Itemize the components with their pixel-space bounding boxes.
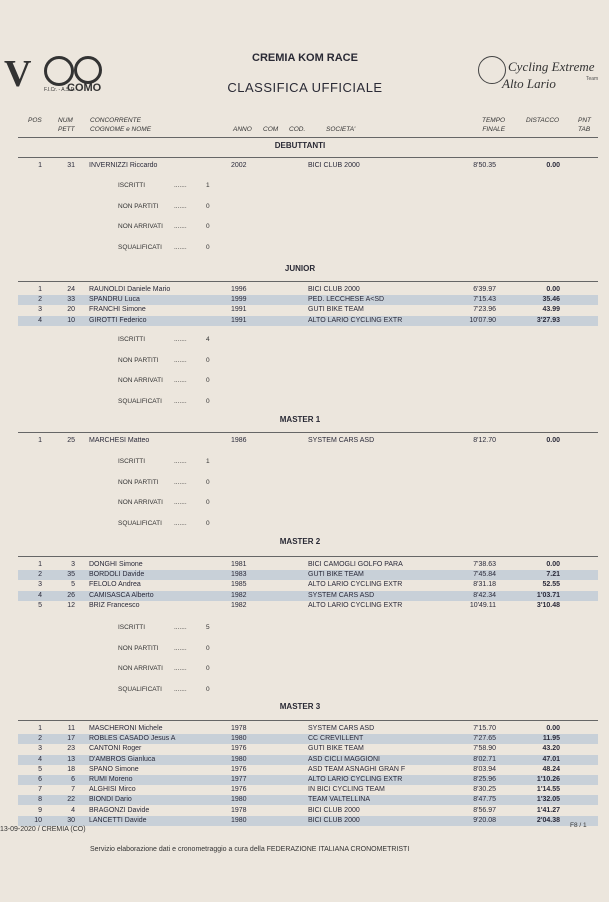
result-num: 22 — [67, 796, 75, 804]
stat-value: 0 — [206, 356, 210, 364]
result-societa: ALTO LARIO CYCLING EXTR — [308, 601, 403, 609]
stat-value: 4 — [206, 336, 210, 343]
stat-leader-dots: ....... — [174, 202, 187, 210]
stat-label: NON ARRIVATI — [118, 499, 163, 506]
result-distacco: 0.00 — [546, 725, 560, 732]
stat-label: ISCRITTI — [118, 336, 146, 343]
result-row — [18, 724, 598, 734]
col-distacco: DISTACCO — [526, 117, 560, 124]
result-anno: 1977 — [231, 776, 247, 783]
result-societa: ASD CICLI MAGGIONI — [308, 755, 380, 763]
result-tempo: 7'23.96 — [473, 306, 496, 314]
result-distacco: 35.46 — [542, 296, 560, 304]
col-concorrente-line1: CONCORRENTE — [90, 117, 141, 124]
result-anno: 1980 — [231, 755, 247, 763]
result-anno: 1980 — [231, 796, 247, 804]
result-num: 10 — [67, 316, 75, 324]
result-tempo: 8'03.94 — [473, 765, 496, 773]
category-rule — [18, 556, 598, 557]
col-pos: POS — [28, 117, 42, 124]
result-pos: 10 — [34, 816, 42, 824]
result-num: 30 — [67, 816, 75, 824]
result-name: BORDOLI Davide — [89, 571, 145, 579]
result-name: INVERNIZZI Riccardo — [89, 162, 158, 169]
stat-value: 0 — [206, 243, 210, 251]
stat-label: NON PARTITI — [118, 478, 159, 486]
stat-label: ISCRITTI — [118, 182, 146, 189]
result-societa: GUTI BIKE TEAM — [308, 306, 364, 314]
result-pos: 7 — [38, 786, 42, 794]
ficr-v-mark: V — [4, 53, 32, 95]
result-name: CAMISASCA Alberto — [89, 591, 154, 599]
result-pos: 3 — [38, 306, 42, 314]
event-title: CREMIA KOM RACE — [252, 52, 358, 64]
result-anno: 1978 — [231, 806, 247, 814]
result-row — [18, 806, 598, 816]
result-name: BIONDI Dario — [89, 796, 132, 804]
stat-label: NON ARRIVATI — [118, 377, 163, 384]
result-name: FRANCHI Simone — [89, 306, 146, 314]
result-tempo: 8'02.71 — [473, 755, 496, 763]
result-num: 17 — [67, 735, 75, 743]
result-distacco: 3'27.93 — [536, 316, 560, 324]
result-tempo: 7'15.43 — [473, 296, 496, 304]
stat-value: 0 — [206, 397, 210, 405]
result-tempo: 7'45.84 — [473, 571, 496, 579]
cycling-extreme-logo — [478, 56, 608, 96]
result-row — [18, 316, 598, 326]
result-num: 5 — [71, 581, 75, 589]
result-societa: BICI CAMOGLI GOLFO PARA — [308, 561, 403, 568]
stat-value: 0 — [206, 519, 210, 527]
col-num — [58, 116, 75, 134]
stat-leader-dots: ....... — [174, 336, 187, 343]
stat-leader-dots: ....... — [174, 377, 187, 384]
result-row — [18, 591, 598, 601]
result-societa: GUTI BIKE TEAM — [308, 571, 364, 579]
result-tempo: 8'25.96 — [473, 776, 496, 783]
result-tempo: 9'20.08 — [473, 816, 496, 824]
col-societa: SOCIETA' — [326, 126, 356, 133]
col-pnt — [578, 116, 591, 134]
result-distacco: 1'03.71 — [536, 591, 560, 599]
result-name: GIROTTI Federico — [89, 316, 147, 324]
result-anno: 2002 — [231, 162, 247, 169]
result-num: 31 — [67, 162, 75, 169]
stat-value: 0 — [206, 499, 210, 506]
result-pos: 8 — [38, 796, 42, 804]
result-anno: 1976 — [231, 745, 247, 753]
footer-service-note: Servizio elaborazione dati e cronometraggio a cura della FEDERAZIONE ITALIANA CRONOMETRISTI — [90, 846, 410, 853]
result-name: MARCHESI Matteo — [89, 437, 150, 444]
result-distacco: 52.55 — [542, 581, 560, 589]
stat-leader-dots: ....... — [174, 458, 187, 465]
stat-value: 1 — [206, 182, 210, 189]
result-distacco: 1'32.05 — [536, 796, 560, 804]
stat-leader-dots: ....... — [174, 644, 187, 652]
result-societa: BICI CLUB 2000 — [308, 286, 360, 293]
stat-label: NON ARRIVATI — [118, 665, 163, 672]
stat-leader-dots: ....... — [174, 665, 187, 672]
logo-right-place: Alto Lario — [502, 76, 556, 91]
result-tempo: 8'47.75 — [473, 796, 496, 804]
result-societa: CC CREVILLENT — [308, 735, 364, 743]
result-tempo: 6'39.97 — [473, 286, 496, 293]
result-name: RUMI Moreno — [89, 776, 133, 783]
result-num: 20 — [67, 306, 75, 314]
col-pnt-line2: TAB — [578, 126, 591, 133]
result-tempo: 10'49.11 — [469, 601, 496, 609]
result-societa: ALTO LARIO CYCLING EXTR — [308, 776, 403, 783]
col-num-line2: PETT — [58, 126, 75, 133]
col-concorrente — [90, 116, 151, 134]
result-num: 35 — [67, 571, 75, 579]
result-name: MASCHERONI Michele — [89, 725, 163, 732]
stat-leader-dots: ....... — [174, 685, 187, 693]
result-name: FELOLO Andrea — [89, 581, 141, 589]
result-pos: 3 — [38, 745, 42, 753]
result-societa: ASD TEAM ASNAGHI GRAN F — [308, 765, 406, 773]
result-anno: 1991 — [231, 306, 247, 314]
result-row — [18, 775, 598, 785]
result-pos: 6 — [38, 776, 42, 783]
result-anno: 1980 — [231, 735, 247, 743]
result-tempo: 8'50.35 — [473, 162, 496, 169]
col-num-line1: NUM — [58, 117, 73, 124]
result-num: 26 — [67, 591, 75, 599]
stat-value: 0 — [206, 478, 210, 486]
result-row — [18, 305, 598, 315]
stat-leader-dots: ....... — [174, 182, 187, 189]
result-anno: 1982 — [231, 591, 247, 599]
stat-value: 0 — [206, 644, 210, 652]
result-name: D'AMBROS Gianluca — [89, 755, 156, 763]
stat-value: 0 — [206, 665, 210, 672]
result-tempo: 8'56.97 — [473, 806, 496, 814]
result-pos: 5 — [38, 601, 42, 609]
result-row — [18, 755, 598, 765]
result-tempo: 8'30.25 — [473, 786, 496, 794]
category-heading: MASTER 3 — [279, 702, 321, 711]
category-heading: JUNIOR — [284, 264, 316, 273]
result-num: 33 — [67, 296, 75, 304]
col-com: COM — [263, 126, 279, 133]
result-row — [18, 570, 598, 580]
result-distacco: 47.01 — [542, 755, 560, 763]
result-pos: 1 — [38, 286, 42, 293]
result-distacco: 1'14.55 — [536, 786, 560, 794]
stat-label: SQUALIFICATI — [118, 685, 162, 693]
stat-leader-dots: ....... — [174, 519, 187, 527]
result-tempo: 10'07.90 — [469, 316, 496, 324]
logo-right-team: Team — [586, 76, 599, 82]
result-societa: BICI CLUB 2000 — [308, 162, 360, 169]
result-num: 3 — [71, 561, 75, 568]
result-pos: 1 — [38, 437, 42, 444]
result-name: CANTONI Roger — [89, 745, 142, 753]
result-anno: 1991 — [231, 316, 247, 324]
stat-leader-dots: ....... — [174, 223, 187, 230]
result-row — [18, 744, 598, 754]
result-row — [18, 436, 598, 446]
col-tempo-line1: TEMPO — [482, 117, 506, 124]
stat-leader-dots: ....... — [174, 397, 187, 405]
result-row — [18, 785, 598, 795]
result-pos: 4 — [38, 316, 42, 324]
result-num: 18 — [67, 765, 75, 773]
result-societa: SYSTEM CARS ASD — [308, 725, 375, 732]
result-distacco: 2'04.38 — [536, 816, 560, 824]
col-tempo-line2: FINALE — [482, 126, 506, 133]
result-anno: 1985 — [231, 581, 247, 589]
result-name: RAUNOLDI Daniele Mario — [89, 286, 171, 293]
page-subtitle: CLASSIFICA UFFICIALE — [227, 80, 383, 95]
col-anno: ANNO — [233, 126, 252, 133]
category-heading: DEBUTTANTI — [274, 141, 326, 150]
result-num: 25 — [67, 437, 75, 444]
result-row — [18, 285, 598, 295]
result-num: 24 — [67, 286, 75, 293]
logo-city-text: COMO — [67, 82, 102, 94]
result-distacco: 3'10.48 — [536, 601, 560, 609]
result-row — [18, 734, 598, 744]
category-rule — [18, 281, 598, 282]
result-name: LANCETTI Davide — [89, 816, 147, 824]
stat-leader-dots: ....... — [174, 243, 187, 251]
category-rule — [18, 157, 598, 158]
result-name: DONGHI Simone — [89, 561, 143, 568]
result-num: 7 — [71, 786, 75, 794]
result-pos: 1 — [38, 162, 42, 169]
result-pos: 1 — [38, 725, 42, 732]
result-num: 6 — [71, 776, 75, 783]
result-name: BRAGONZI Davide — [89, 806, 150, 814]
result-row — [18, 816, 598, 826]
result-pos: 4 — [38, 755, 42, 763]
result-tempo: 7'58.90 — [473, 745, 496, 753]
result-anno: 1981 — [231, 561, 247, 568]
result-name: ALGHISI Mirco — [89, 786, 136, 794]
result-tempo: 7'27.65 — [473, 735, 496, 743]
result-anno: 1976 — [231, 765, 247, 773]
stat-label: ISCRITTI — [118, 458, 146, 465]
result-distacco: 1'10.26 — [536, 776, 560, 783]
col-tempo — [482, 116, 505, 134]
result-row — [18, 601, 598, 611]
stat-value: 0 — [206, 377, 210, 384]
logo-org-text: F.I.Cr. - A.S.D. — [44, 87, 76, 93]
stat-label: SQUALIFICATI — [118, 519, 162, 527]
wheel-icon — [74, 56, 102, 84]
category-heading: MASTER 2 — [279, 537, 321, 546]
col-pnt-line1: PNT — [578, 117, 591, 124]
footer-date-place: 13-09-2020 / CREMIA (CO) — [0, 826, 86, 833]
stat-value: 0 — [206, 223, 210, 230]
result-distacco: 0.00 — [546, 561, 560, 568]
category-rule — [18, 720, 598, 721]
stat-leader-dots: ....... — [174, 356, 187, 364]
result-row — [18, 765, 598, 775]
result-distacco: 43.20 — [542, 745, 560, 753]
result-pos: 4 — [38, 591, 42, 599]
stat-leader-dots: ....... — [174, 624, 187, 631]
result-anno: 1980 — [231, 816, 247, 824]
result-societa: PED. LECCHESE A<SD — [308, 296, 385, 304]
result-num: 4 — [71, 806, 75, 814]
result-societa: IN BICI CYCLING TEAM — [308, 786, 385, 794]
result-anno: 1976 — [231, 786, 247, 794]
result-row — [18, 295, 598, 305]
result-societa: TEAM VALTELLINA — [308, 796, 370, 804]
result-anno: 1996 — [231, 286, 247, 293]
col-cod: COD. — [289, 126, 306, 133]
stat-value: 0 — [206, 685, 210, 693]
result-pos: 2 — [38, 296, 42, 304]
stat-label: SQUALIFICATI — [118, 243, 162, 251]
result-anno: 1982 — [231, 601, 247, 609]
result-pos: 9 — [38, 806, 42, 814]
result-anno: 1983 — [231, 571, 247, 579]
result-num: 12 — [67, 601, 75, 609]
result-tempo: 8'31.18 — [473, 581, 496, 589]
stat-label: ISCRITTI — [118, 624, 146, 631]
result-distacco: 11.95 — [542, 735, 560, 743]
result-distacco: 7.21 — [546, 571, 560, 579]
result-societa: GUTI BIKE TEAM — [308, 745, 364, 753]
stat-leader-dots: ....... — [174, 499, 187, 506]
result-anno: 1986 — [231, 437, 247, 444]
stat-label: NON PARTITI — [118, 644, 159, 652]
result-societa: ALTO LARIO CYCLING EXTR — [308, 316, 403, 324]
result-tempo: 7'38.63 — [473, 561, 496, 568]
result-distacco: 0.00 — [546, 286, 560, 293]
stat-value: 5 — [206, 624, 210, 631]
result-pos: 2 — [38, 571, 42, 579]
result-anno: 1999 — [231, 296, 247, 304]
result-num: 23 — [67, 745, 75, 753]
result-num: 11 — [67, 725, 75, 732]
result-tempo: 7'15.70 — [473, 725, 496, 732]
result-name: SPANDRU Luca — [89, 296, 140, 304]
result-societa: BICI CLUB 2000 — [308, 816, 360, 824]
stat-label: NON PARTITI — [118, 356, 159, 364]
ficr-como-logo — [4, 52, 104, 100]
result-pos: 1 — [38, 561, 42, 568]
stat-label: NON PARTITI — [118, 202, 159, 210]
category-rule — [18, 432, 598, 433]
stat-leader-dots: ....... — [174, 478, 187, 486]
result-anno: 1978 — [231, 725, 247, 732]
stat-label: SQUALIFICATI — [118, 397, 162, 405]
result-pos: 3 — [38, 581, 42, 589]
result-tempo: 8'12.70 — [473, 437, 496, 444]
result-row — [18, 580, 598, 590]
result-num: 13 — [67, 755, 75, 763]
header-rule — [18, 137, 598, 138]
result-distacco: 1'41.27 — [536, 806, 560, 814]
result-societa: ALTO LARIO CYCLING EXTR — [308, 581, 403, 589]
result-distacco: 0.00 — [546, 437, 560, 444]
result-distacco: 43.99 — [542, 306, 560, 314]
result-societa: SYSTEM CARS ASD — [308, 437, 375, 444]
result-distacco: 48.24 — [542, 765, 560, 773]
category-heading: MASTER 1 — [279, 415, 321, 424]
result-pos: 5 — [38, 765, 42, 773]
result-societa: SYSTEM CARS ASD — [308, 591, 375, 599]
result-societa: BICI CLUB 2000 — [308, 806, 360, 814]
stat-value: 0 — [206, 202, 210, 210]
result-name: SPANO Simone — [89, 765, 139, 773]
stat-label: NON ARRIVATI — [118, 223, 163, 230]
logo-right-name: Cycling Extreme — [508, 59, 595, 74]
result-row — [18, 560, 598, 570]
result-row — [18, 161, 598, 171]
result-row — [18, 795, 598, 805]
col-concorrente-line2: COGNOME e NOME — [90, 126, 152, 133]
result-name: BRIZ Francesco — [89, 601, 140, 609]
result-distacco: 0.00 — [546, 162, 560, 169]
result-tempo: 8'42.34 — [473, 591, 496, 599]
result-name: ROBLES CASADO Jesus A — [89, 735, 176, 743]
stat-value: 1 — [206, 458, 210, 465]
result-pos: 2 — [38, 735, 42, 743]
footer-page-number: F8 / 1 — [570, 822, 587, 829]
